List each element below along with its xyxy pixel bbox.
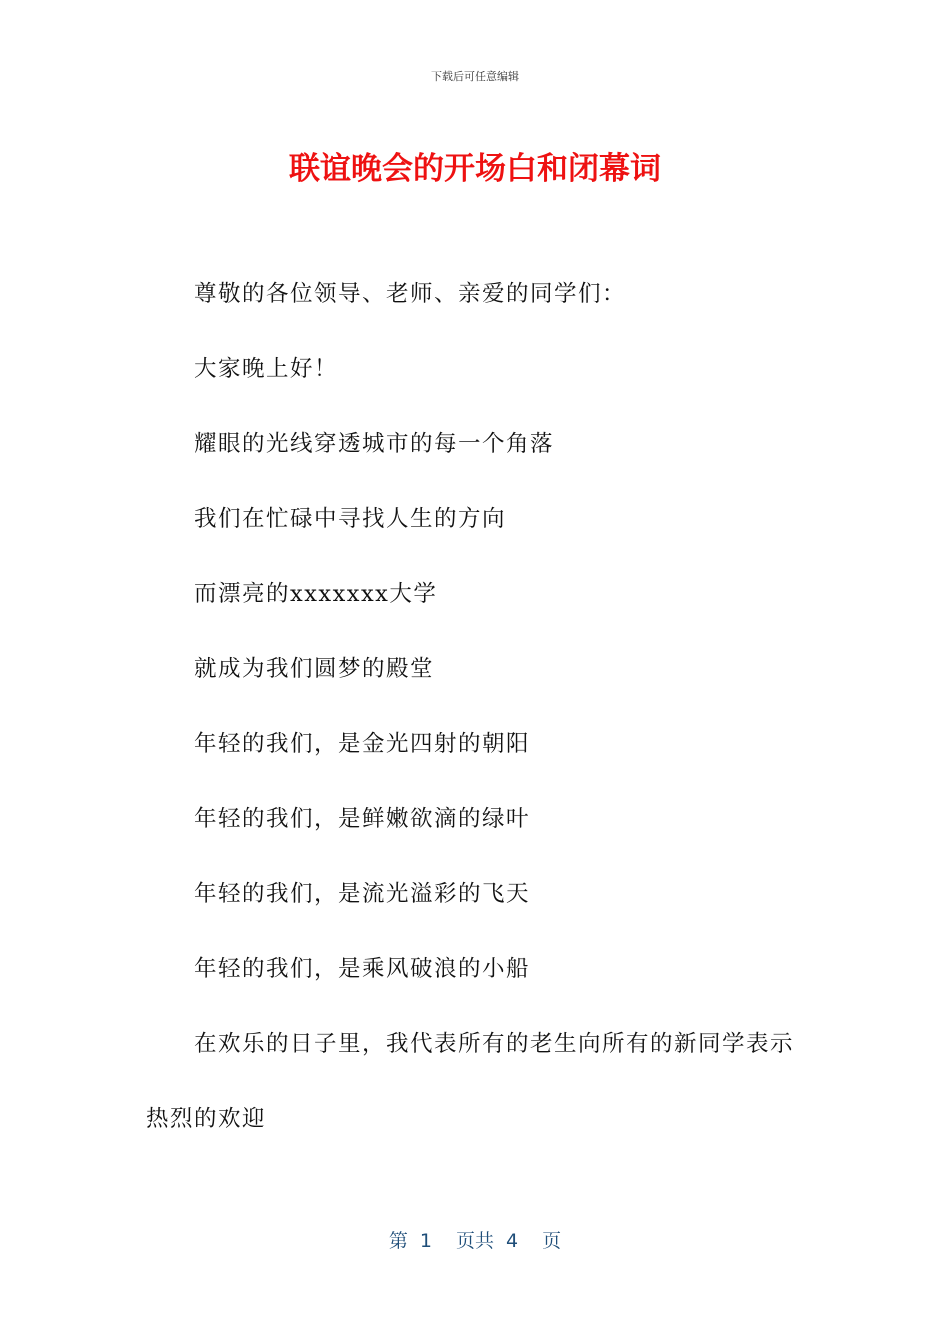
paragraph-greeting: 大家晚上好！: [194, 356, 339, 382]
footer-page-suffix: 页: [542, 1230, 562, 1252]
paragraph-line: 年轻的我们，是金光四射的朝阳: [194, 731, 531, 757]
paragraph-line: 年轻的我们，是鲜嫩欲滴的绿叶: [194, 806, 531, 832]
paragraph-line: 年轻的我们，是乘风破浪的小船: [194, 956, 531, 982]
paragraph-welcome: 在欢乐的日子里，我代表所有的老生向所有的新同学表示热烈的欢迎: [146, 1031, 795, 1132]
paragraph-line: 我们在忙碌中寻找人生的方向: [194, 506, 507, 532]
paragraph-line: 年轻的我们，是流光溢彩的飞天: [194, 881, 531, 907]
document-body: [146, 276, 806, 1195]
paragraph-salutation: 尊敬的各位领导、老师、亲爱的同学们：: [194, 281, 627, 307]
footer-page-number: 1: [419, 1230, 432, 1252]
footer-page-total: 4: [506, 1230, 519, 1252]
header-note: 下载后可任意编辑: [431, 70, 519, 83]
document-title: 联谊晚会的开场白和闭幕词: [289, 151, 661, 187]
footer-page-middle: 页共: [455, 1230, 494, 1252]
footer-page-prefix: 第: [388, 1230, 408, 1252]
paragraph-line: 就成为我们圆梦的殿堂: [194, 656, 435, 682]
page-footer: [0, 1226, 950, 1253]
paragraph-line: 耀眼的光线穿透城市的每一个角落: [194, 431, 555, 457]
paragraph-line: 而漂亮的xxxxxxx大学: [194, 581, 438, 607]
